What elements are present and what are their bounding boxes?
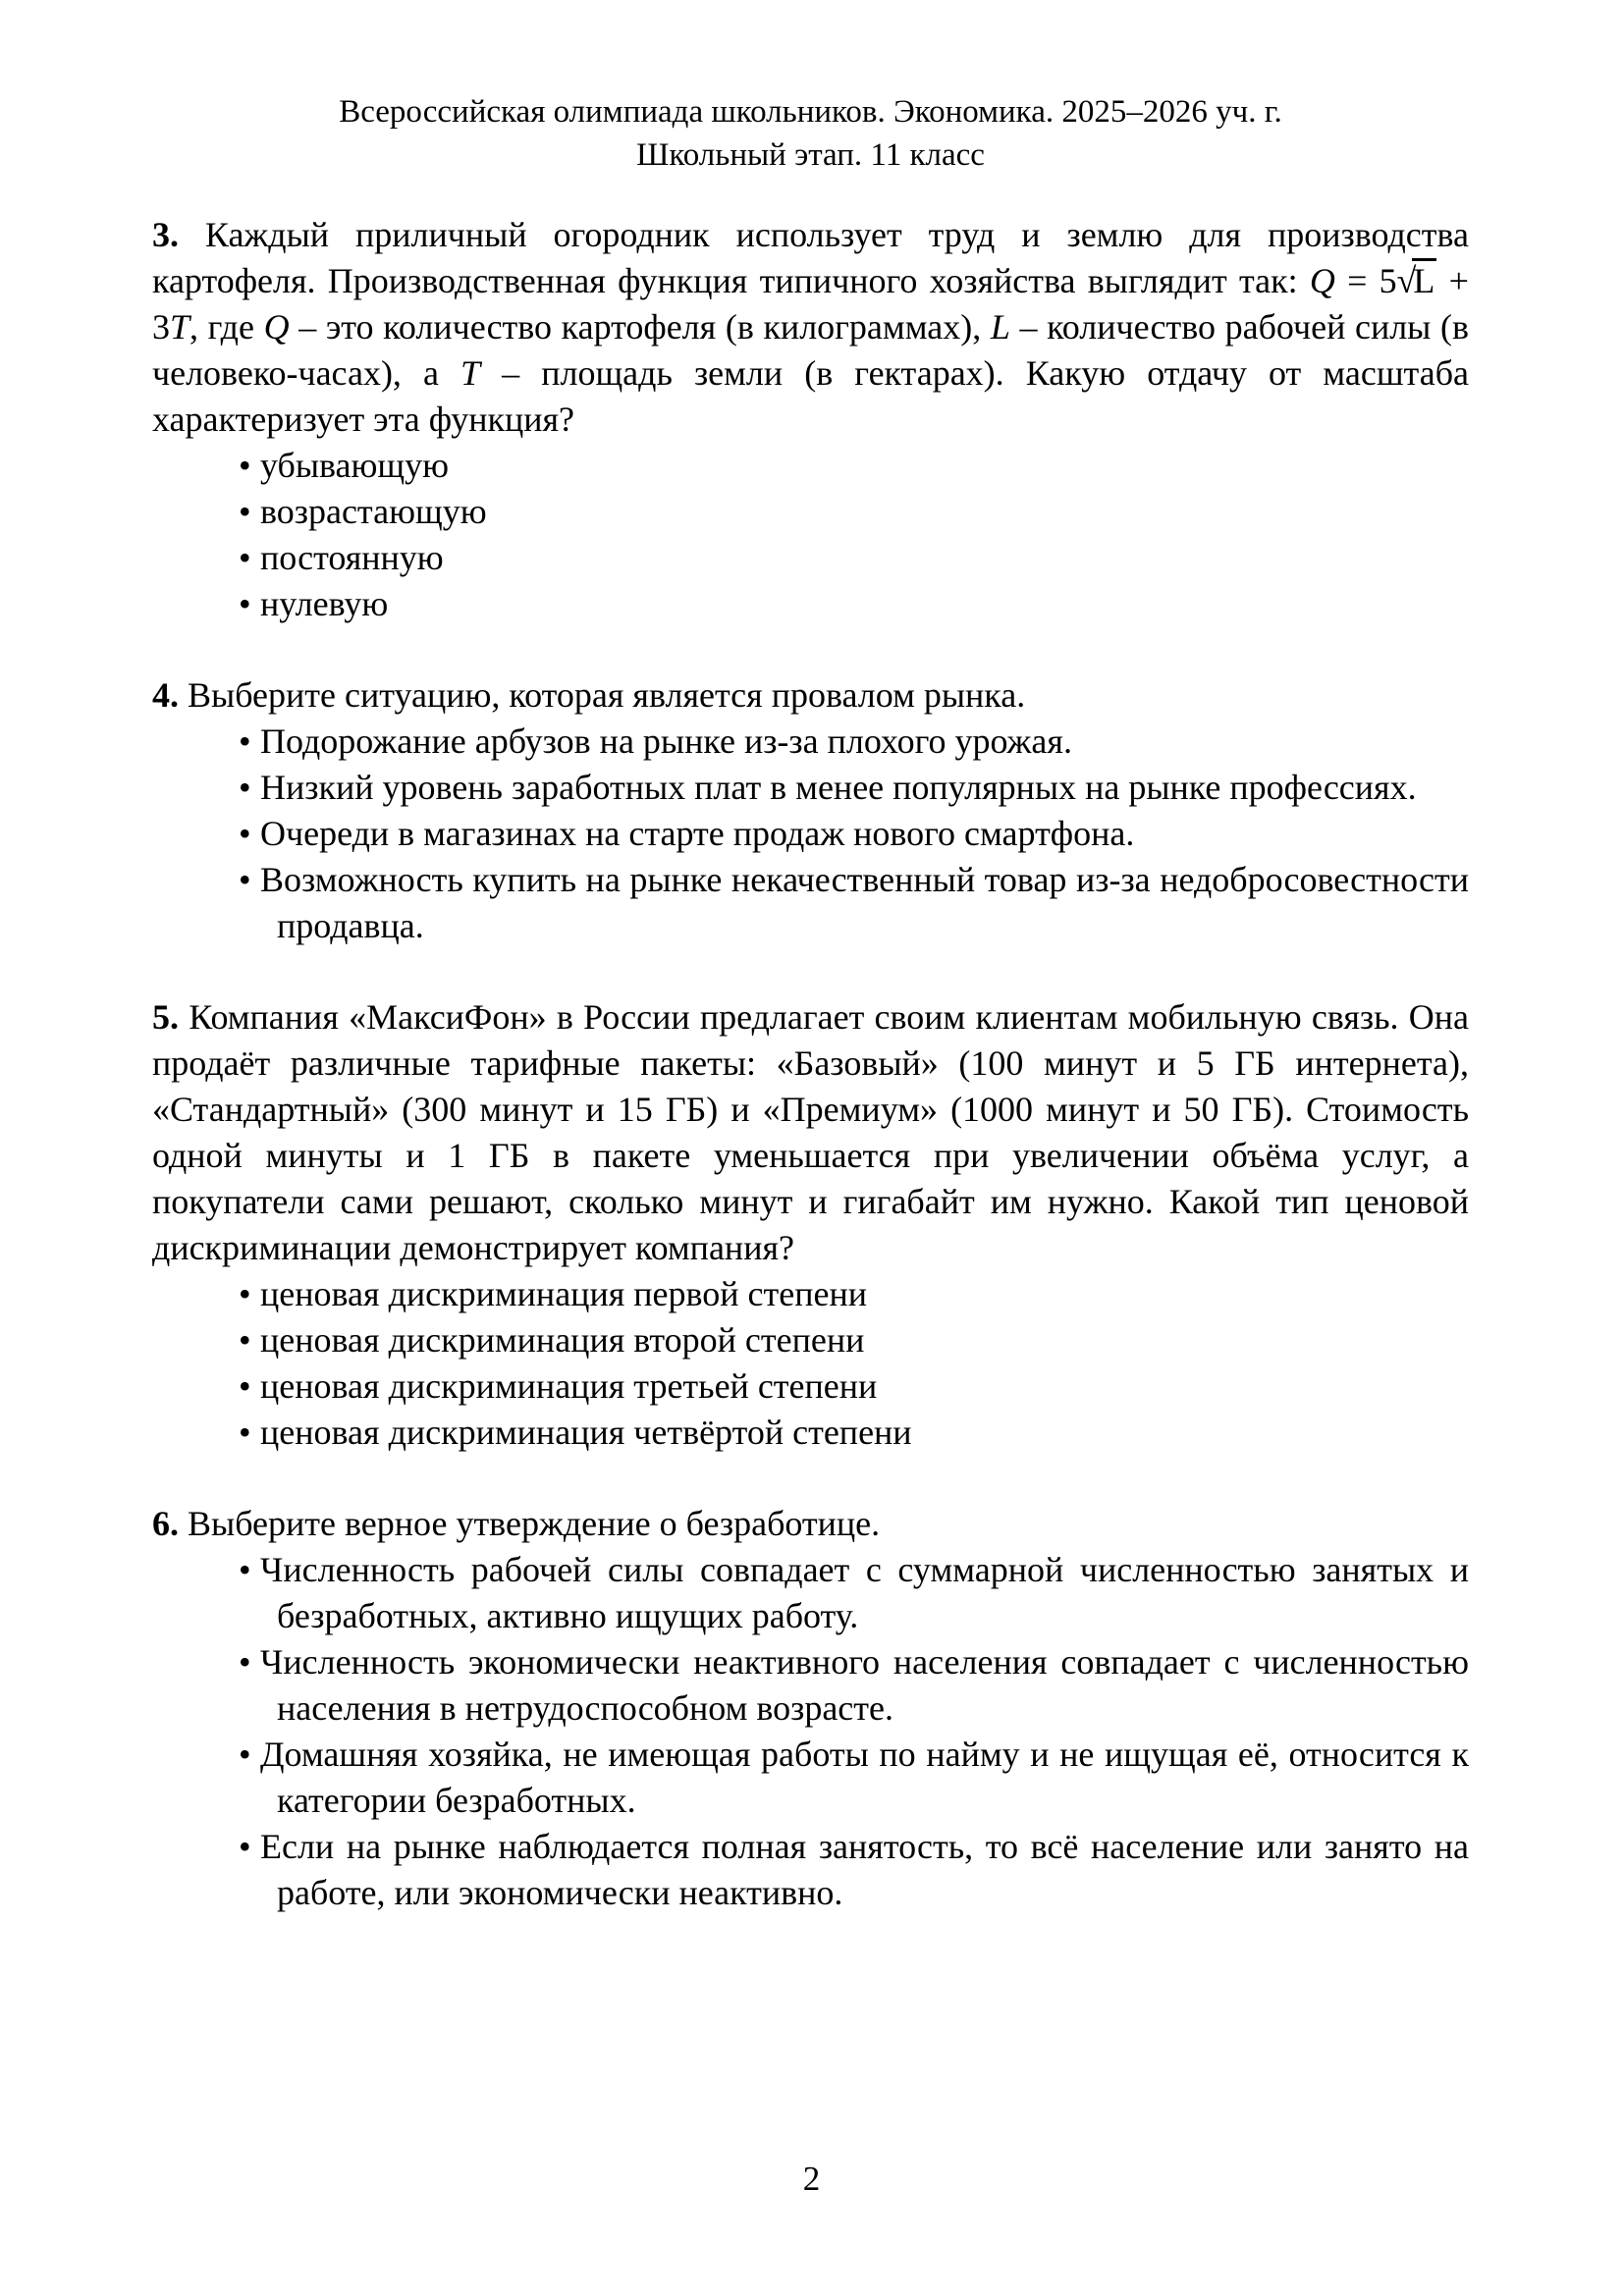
page-header — [152, 90, 1469, 177]
question-5-option-3: • ценовая дискриминация третьей степени — [152, 1363, 1469, 1410]
question-3-text: 3. Каждый приличный огородник использует труд и землю для производства картофеля. Производственная функция типичного хозяйства выглядит так: Q = 5√L + 3T, где Q – это количество картофеля (в килограммах), L – количество рабочей силы (в человеко-часах), а T – площадь земли (в гектарах). Какую отдачу от масштаба характеризует эта функция? — [152, 215, 1469, 439]
question-6-options — [152, 1547, 1469, 1916]
question-6 — [152, 1501, 1469, 1916]
question-4-option-2: • Низкий уровень заработных плат в менее популярных на рынке профессиях. — [152, 765, 1469, 811]
question-4 — [152, 672, 1469, 949]
question-4-text: 4. Выберите ситуацию, которая является провалом рынка. — [152, 675, 1026, 715]
header-line-1: Всероссийская олимпиада школьников. Экономика. 2025–2026 уч. г. — [339, 94, 1282, 130]
question-6-option-4: • Если на рынке наблюдается полная занятость, то всё население или занято на работе, или экономически неактивно. — [152, 1824, 1469, 1916]
question-5 — [152, 994, 1469, 1456]
header-line-2: Школьный этап. 11 класс — [636, 137, 985, 173]
question-6-option-1: • Численность рабочей силы совпадает с суммарной численностью занятых и безработных, активно ищущих работу. — [152, 1547, 1469, 1639]
question-3 — [152, 212, 1469, 627]
question-6-text: 6. Выберите верное утверждение о безработице. — [152, 1504, 881, 1543]
question-6-option-3: • Домашняя хозяйка, не имеющая работы по найму и не ищущая её, относится к категории безработных. — [152, 1732, 1469, 1824]
question-4-option-4: • Возможность купить на рынке некачественный товар из-за недобросовестности продавца. — [152, 857, 1469, 949]
question-4-option-3: • Очереди в магазинах на старте продаж нового смартфона. — [152, 811, 1469, 857]
question-5-option-2: • ценовая дискриминация второй степени — [152, 1317, 1469, 1363]
question-6-option-2: • Численность экономически неактивного населения совпадает с численностью населения в нетрудоспособном возрасте. — [152, 1639, 1469, 1732]
question-5-options — [152, 1271, 1469, 1456]
page-number: 2 — [802, 2160, 821, 2198]
question-3-option-1: • убывающую — [152, 443, 1469, 489]
question-5-text: 5. Компания «МаксиФон» в России предлагает своим клиентам мобильную связь. Она продаёт различные тарифные пакеты: «Базовый» (100 минут и 5 ГБ интернета), «Стандартный» (300 минут и 15 ГБ) и «Премиум» (1000 минут и 50 ГБ). Стоимость одной минуты и 1 ГБ в пакете уменьшается при увеличении объёма услуг, а покупатели сами решают, сколько минут и гигабайт им нужно. Какой тип ценовой дискриминации демонстрирует компания? — [152, 997, 1469, 1267]
question-3-option-3: • постоянную — [152, 535, 1469, 581]
question-5-option-4: • ценовая дискриминация четвёртой степени — [152, 1410, 1469, 1456]
question-3-options — [152, 443, 1469, 627]
question-3-option-2: • возрастающую — [152, 489, 1469, 535]
question-5-option-1: • ценовая дискриминация первой степени — [152, 1271, 1469, 1317]
question-3-option-4: • нулевую — [152, 581, 1469, 627]
question-4-option-1: • Подорожание арбузов на рынке из-за плохого урожая. — [152, 719, 1469, 765]
question-4-options — [152, 719, 1469, 949]
